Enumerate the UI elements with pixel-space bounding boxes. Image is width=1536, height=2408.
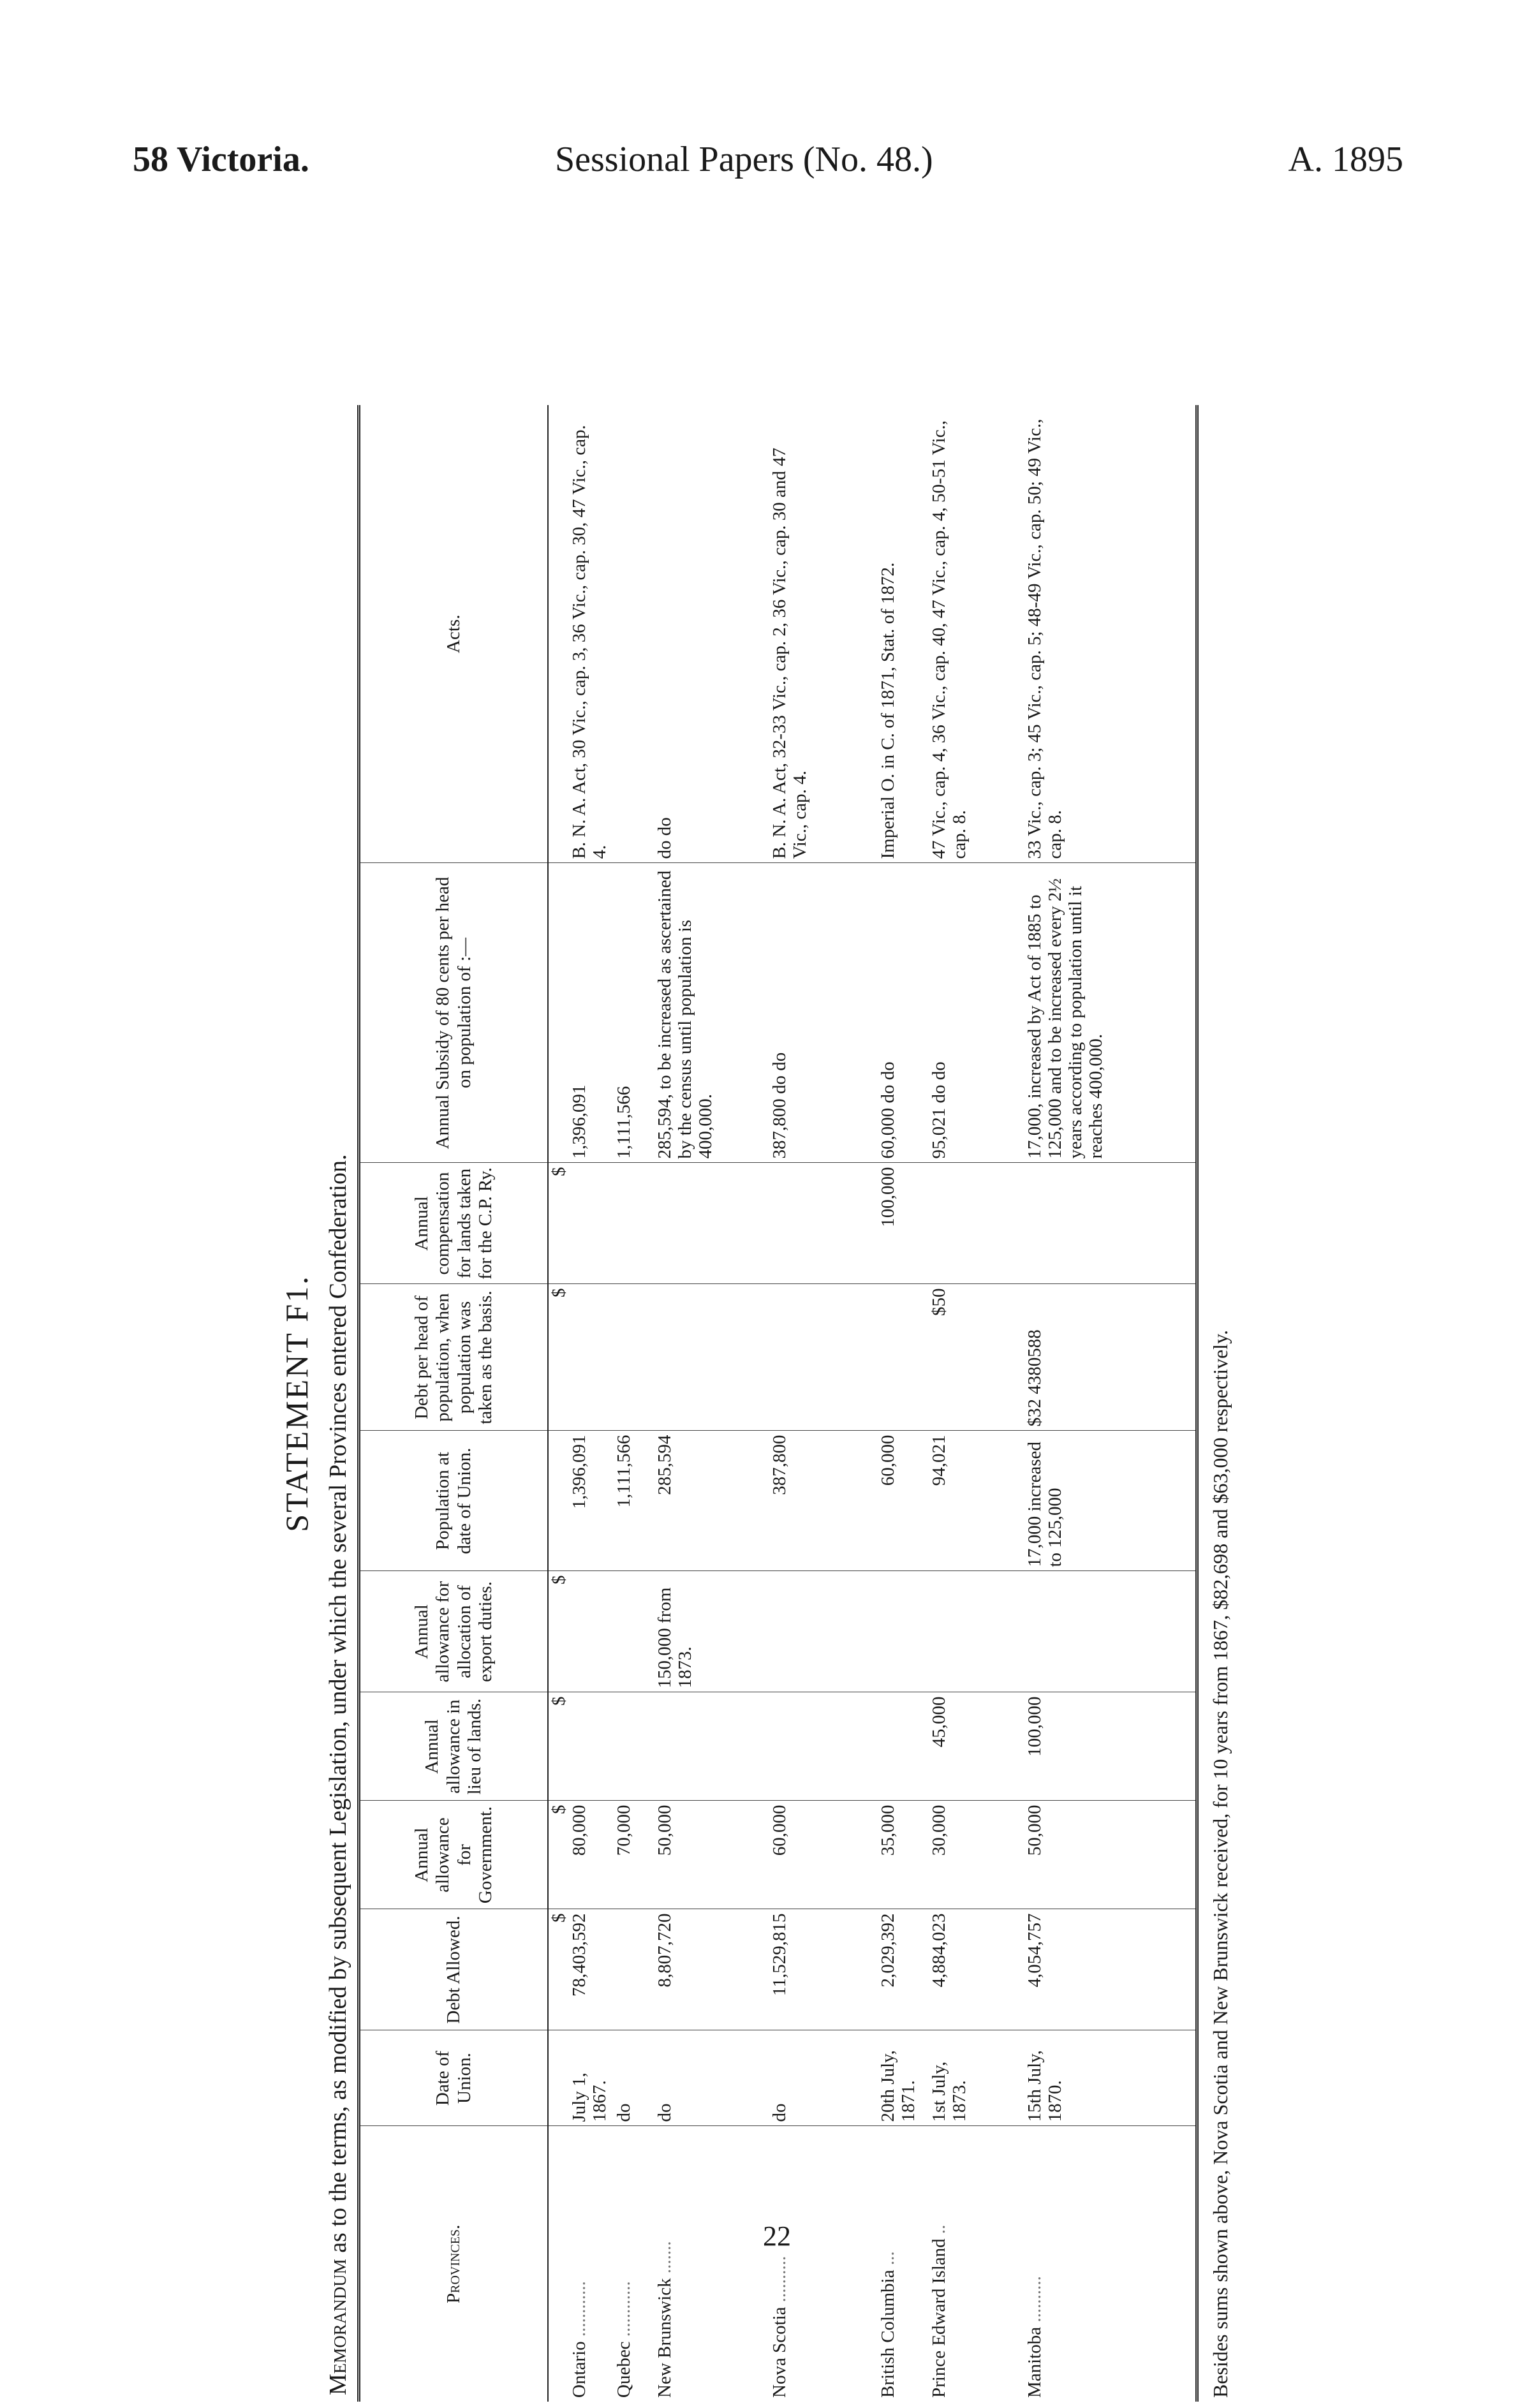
cell-debt-head: $32 4380588 bbox=[1024, 1284, 1197, 1431]
table-row bbox=[769, 405, 878, 2402]
cell-cpr bbox=[769, 1163, 878, 1284]
cell-province: Manitoba .......... bbox=[1024, 2126, 1197, 2402]
cell-cpr bbox=[929, 1163, 1024, 1284]
footnote: Besides sums shown above, Nova Scotia and New Brunswick received, for 10 years from 1867, $82,698 and $63,000 respectively. bbox=[1208, 1330, 1232, 2398]
table-row bbox=[569, 405, 614, 2402]
header-row bbox=[359, 405, 549, 2402]
cell-cpr bbox=[654, 1163, 769, 1284]
cell-province: British Columbia ... bbox=[878, 2251, 898, 2398]
cell-export bbox=[769, 1571, 878, 1692]
cell-province: New Brunswick ....... bbox=[654, 2241, 675, 2398]
table-row bbox=[1024, 405, 1197, 2402]
cell-debt-head: $50 bbox=[929, 1284, 1024, 1431]
cell-gov: 35,000 bbox=[878, 1801, 929, 1909]
unit-gov: $ bbox=[548, 1801, 569, 1909]
rotated-statement bbox=[268, 399, 1263, 2408]
cell-gov: 50,000 bbox=[654, 1801, 769, 1909]
page-number: 22 bbox=[763, 2220, 791, 2252]
cell-acts: 33 Vic., cap. 3; 45 Vic., cap. 5; 48-49 Vic., cap. 50; 49 Vic., cap. 8. bbox=[1024, 405, 1197, 863]
cell-population: 60,000 bbox=[878, 1431, 929, 1571]
col-header-acts: Acts. bbox=[359, 405, 549, 863]
cell-date: July 1, 1867. bbox=[569, 2030, 614, 2126]
cell-cpr bbox=[614, 1163, 654, 1284]
cell-acts: 47 Vic., cap. 4, 36 Vic., cap. 40, 47 Vic., cap. 4, 50-51 Vic., cap. 8. bbox=[929, 405, 1024, 863]
cell-debt-head bbox=[569, 1284, 614, 1431]
cell-acts: do do bbox=[654, 405, 769, 863]
cell-population: 387,800 bbox=[769, 1431, 878, 1571]
cell-cpr: 100,000 bbox=[878, 1163, 929, 1284]
cell-lands bbox=[569, 1692, 614, 1801]
col-header-subsidy: Annual Subsidy of 80 cents per head on population of :— bbox=[359, 863, 549, 1163]
cell-export bbox=[569, 1571, 614, 1692]
cell-date: do bbox=[654, 2030, 769, 2126]
cell-subsidy: 60,000 do do bbox=[878, 863, 929, 1163]
cell-debt-head bbox=[878, 1284, 929, 1431]
cell-gov: 50,000 bbox=[1024, 1801, 1197, 1909]
cell-cpr bbox=[1024, 1163, 1197, 1284]
table-row bbox=[614, 405, 654, 2402]
cell-lands: 45,000 bbox=[929, 1692, 1024, 1801]
cell-lands bbox=[614, 1692, 654, 1801]
cell-export bbox=[929, 1571, 1024, 1692]
cell-debt: 4,884,023 bbox=[929, 1909, 1024, 2030]
cell-debt: 4,054,757 bbox=[1024, 1909, 1197, 2030]
header-title: Sessional Papers (No. 48.) bbox=[555, 140, 933, 179]
unit-debt-head: $ bbox=[548, 1284, 569, 1431]
cell-population: 1,396,091 bbox=[569, 1431, 614, 1571]
statement-subtitle bbox=[319, 399, 357, 2408]
subtitle-rest: as to the terms, as modified by subsequent Legislation, under which the several Provinces entered Confederation. bbox=[325, 1154, 351, 2259]
col-header-population: Population at date of Union. bbox=[359, 1431, 549, 1571]
cell-subsidy: 17,000, increased by Act of 1885 to 125,000 and to be increased every 2½ years according to population until it reaches 400,000. bbox=[1024, 863, 1197, 1163]
cell-date: 15th July, 1870. bbox=[1024, 2030, 1197, 2126]
cell-debt-head bbox=[654, 1284, 769, 1431]
cell-population: 94,021 bbox=[929, 1431, 1024, 1571]
cell-acts: B. N. A. Act, 32-33 Vic., cap. 2, 36 Vic., cap. 30 and 47 Vic., cap. 4. bbox=[769, 405, 878, 863]
unit-debt: $ bbox=[548, 1909, 569, 2030]
cell-subsidy: 1,111,566 bbox=[614, 863, 654, 1163]
cell-date: do bbox=[769, 2030, 878, 2126]
cell-debt bbox=[614, 1909, 654, 2030]
cell-gov: 60,000 bbox=[769, 1801, 878, 1909]
cell-population: 17,000 increased to 125,000 bbox=[1024, 1431, 1197, 1571]
cell-subsidy: 95,021 do do bbox=[929, 863, 1024, 1163]
cell-export bbox=[878, 1571, 929, 1692]
table-row bbox=[929, 405, 1024, 2402]
statement-title: STATEMENT F1. bbox=[279, 1274, 314, 1532]
cell-population: 285,594 bbox=[654, 1431, 769, 1571]
cell-debt: 11,529,815 bbox=[769, 1909, 878, 2030]
cell-province: Quebec ............ bbox=[614, 2281, 634, 2398]
page-header bbox=[0, 131, 1536, 188]
cell-acts: B. N. A. Act, 30 Vic., cap. 3, 36 Vic., cap. 30, 47 Vic., cap. 4. bbox=[569, 405, 614, 863]
col-header-export: Annual allowance for allocation of export duties. bbox=[359, 1571, 549, 1692]
cell-province: Nova Scotia .......... bbox=[769, 2256, 790, 2398]
cell-province: Prince Edward Island .. bbox=[929, 2224, 949, 2398]
cell-acts bbox=[614, 405, 654, 863]
cell-gov: 80,000 bbox=[569, 1801, 614, 1909]
confederation-terms-table bbox=[357, 405, 1199, 2402]
cell-date: do bbox=[614, 2030, 654, 2126]
col-header-gov: Annual allowance for Government. bbox=[359, 1801, 549, 1909]
cell-lands bbox=[654, 1692, 769, 1801]
cell-subsidy: 1,396,091 bbox=[569, 863, 614, 1163]
col-header-provinces: Provinces. bbox=[359, 2126, 549, 2402]
table-row bbox=[654, 405, 769, 2402]
cell-population: 1,111,566 bbox=[614, 1431, 654, 1571]
col-header-lands: Annual allowance in lieu of lands. bbox=[359, 1692, 549, 1801]
cell-debt: 8,807,720 bbox=[654, 1909, 769, 2030]
unit-row bbox=[548, 405, 569, 2402]
header-year: A. 1895 bbox=[1288, 140, 1403, 179]
cell-lands bbox=[878, 1692, 929, 1801]
col-header-debt-head: Debt per head of population, when population was taken as the basis. bbox=[359, 1284, 549, 1431]
unit-cpr: $ bbox=[548, 1163, 569, 1284]
unit-lands: $ bbox=[548, 1692, 569, 1801]
cell-lands bbox=[769, 1692, 878, 1801]
cell-gov: 30,000 bbox=[929, 1801, 1024, 1909]
cell-debt: 2,029,392 bbox=[878, 1909, 929, 2030]
cell-cpr bbox=[569, 1163, 614, 1284]
header-session: 58 Victoria. bbox=[133, 140, 309, 179]
cell-date: 20th July, 1871. bbox=[878, 2030, 929, 2126]
col-header-cpr: Annual compensation for lands taken for the C.P. Ry. bbox=[359, 1163, 549, 1284]
table-row bbox=[878, 405, 929, 2402]
cell-subsidy: 387,800 do do bbox=[769, 863, 878, 1163]
cell-subsidy: 285,594, to be increased as ascertained by the census until population is 400,000. bbox=[654, 863, 769, 1163]
cell-export: 150,000 from 1873. bbox=[654, 1571, 769, 1692]
cell-debt: 78,403,592 bbox=[569, 1909, 614, 2030]
col-header-debt: Debt Allowed. bbox=[359, 1909, 549, 2030]
cell-export bbox=[614, 1571, 654, 1692]
cell-acts: Imperial O. in C. of 1871, Stat. of 1872. bbox=[878, 405, 929, 863]
subtitle-lead: Memorandum bbox=[325, 2259, 351, 2395]
unit-export: $ bbox=[548, 1571, 569, 1692]
cell-date: 1st July, 1873. bbox=[929, 2030, 1024, 2126]
cell-debt-head bbox=[614, 1284, 654, 1431]
col-header-date: Date of Union. bbox=[359, 2030, 549, 2126]
cell-debt-head bbox=[769, 1284, 878, 1431]
cell-province: Ontario ............ bbox=[569, 2281, 589, 2398]
cell-lands: 100,000 bbox=[1024, 1692, 1197, 1801]
cell-export bbox=[1024, 1571, 1197, 1692]
cell-gov: 70,000 bbox=[614, 1801, 654, 1909]
